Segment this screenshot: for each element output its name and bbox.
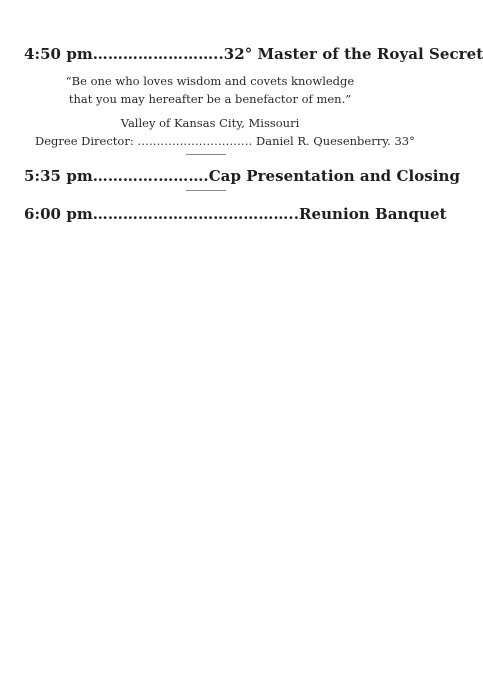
schedule-item-cap-presentation xyxy=(24,167,460,185)
schedule-item-master-royal-secret xyxy=(24,45,483,63)
degree-director-line: Degree Director: ………………………… Daniel R. Quesenberry. 33° xyxy=(35,134,415,148)
schedule-title: Cap Presentation and Closing xyxy=(208,167,460,185)
valley-name: Valley of Kansas City, Missouri xyxy=(120,116,300,130)
schedule-title: 32° Master of the Royal Secret xyxy=(223,45,483,63)
degree-quote: “Be one who loves wisdom and covets knowledge that you may hereafter be a benefactor of men.” xyxy=(65,74,355,106)
schedule-title: Reunion Banquet xyxy=(298,205,447,223)
section-divider-rule xyxy=(186,190,226,191)
schedule-time-dots: 6:00 pm………………………………….. xyxy=(24,205,299,223)
schedule-time-dots: 5:35 pm………….………. xyxy=(24,167,209,185)
section-divider-rule xyxy=(186,154,226,155)
schedule-time-dots: 4:50 pm…………………….. xyxy=(24,45,224,63)
schedule-item-reunion-banquet xyxy=(24,205,447,223)
